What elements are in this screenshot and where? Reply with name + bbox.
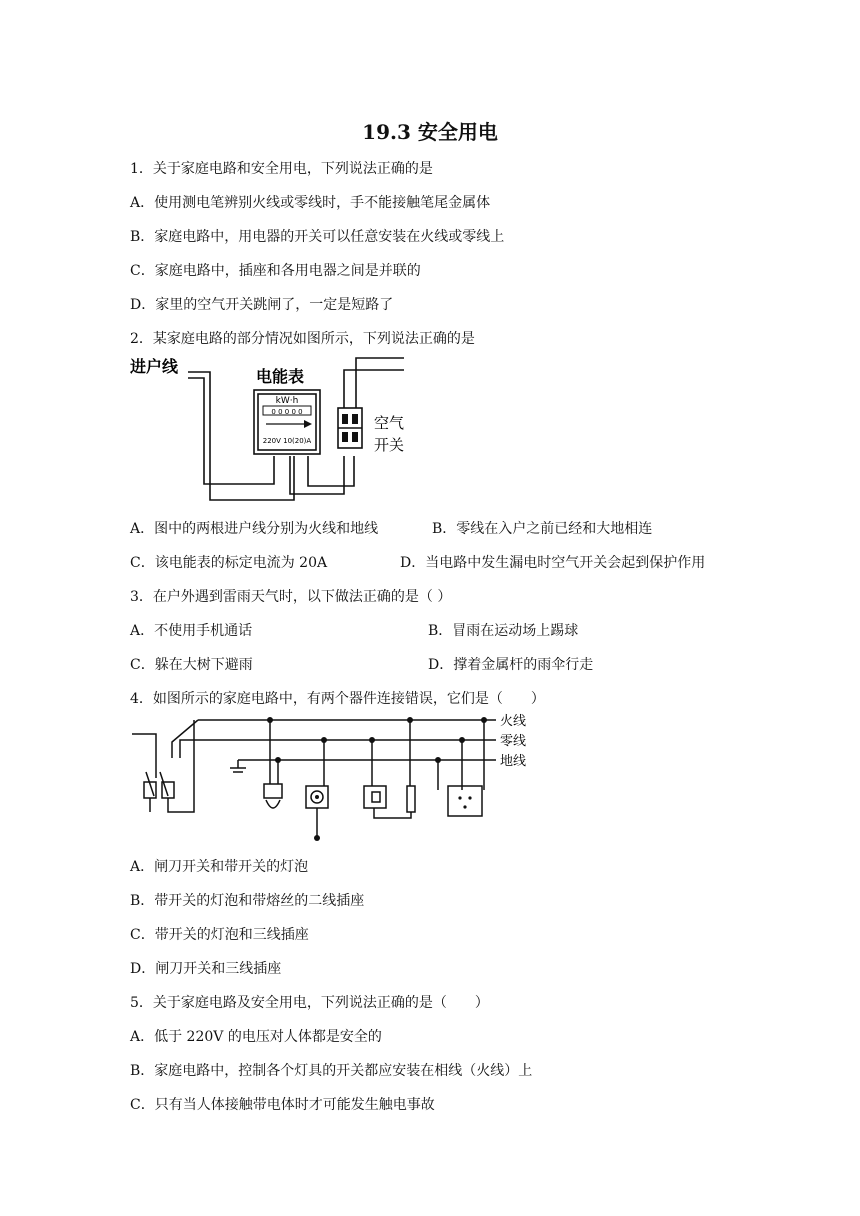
neutral-wire-label: 零线 bbox=[500, 734, 527, 749]
ground-wire-label: 地线 bbox=[500, 754, 527, 769]
q4-option-b: B．带开关的灯泡和带熔丝的二线插座 bbox=[130, 893, 365, 909]
q4-stem: 4．如图所示的家庭电路中，有两个器件连接错误，它们是（ ） bbox=[130, 691, 545, 707]
q4-option-c: C．带开关的灯泡和三线插座 bbox=[130, 927, 309, 943]
q2-option-c: C．该电能表的标定电流为 20A bbox=[130, 555, 328, 571]
switch-label-1: 空气 bbox=[374, 414, 405, 432]
q3-option-a: A．不使用手机通话 bbox=[130, 623, 253, 639]
q1-option-a: A．使用测电笔辨别火线或零线时，手不能接触笔尾金属体 bbox=[130, 195, 491, 211]
meter-unit: kW·h bbox=[275, 396, 299, 406]
q2-option-a: A．图中的两根进户线分别为火线和地线 bbox=[130, 521, 379, 537]
page-title: 19.3 安全用电 bbox=[362, 120, 498, 144]
q5-stem: 5．关于家庭电路及安全用电，下列说法正确的是（ ） bbox=[130, 995, 489, 1011]
q2-stem: 2．某家庭电路的部分情况如图所示，下列说法正确的是 bbox=[130, 331, 475, 347]
q5-option-c: C．只有当人体接触带电体时才可能发生触电事故 bbox=[130, 1097, 435, 1113]
q2-circuit-figure bbox=[126, 350, 406, 506]
q1-option-d: D．家里的空气开关跳闸了，一定是短路了 bbox=[130, 297, 394, 313]
q2-option-d: D．当电路中发生漏电时空气开关会起到保护作用 bbox=[400, 555, 706, 571]
q5-option-a: A．低于 220V 的电压对人体都是安全的 bbox=[130, 1029, 382, 1045]
meter-label: 电能表 bbox=[256, 367, 305, 386]
q5-option-b: B．家庭电路中，控制各个灯具的开关都应安装在相线（火线）上 bbox=[130, 1063, 533, 1079]
q1-option-c: C．家庭电路中，插座和各用电器之间是并联的 bbox=[130, 263, 421, 279]
switch-label-2: 开关 bbox=[374, 436, 405, 454]
q3-stem: 3．在户外遇到雷雨天气时，以下做法正确的是（ ） bbox=[130, 589, 452, 605]
meter-digits: 0 0 0 0 0 bbox=[271, 408, 303, 416]
q3-option-b: B．冒雨在运动场上踢球 bbox=[428, 623, 579, 639]
q2-option-b: B．零线在入户之前已经和大地相连 bbox=[432, 521, 653, 537]
q1-stem: 1．关于家庭电路和安全用电，下列说法正确的是 bbox=[130, 161, 433, 177]
q4-option-a: A．闸刀开关和带开关的灯泡 bbox=[130, 859, 309, 875]
inlet-label: 进户线 bbox=[130, 357, 179, 376]
meter-rating: 220V 10(20)A bbox=[262, 437, 312, 445]
q4-circuit-figure bbox=[128, 712, 538, 846]
q3-option-d: D．撑着金属杆的雨伞行走 bbox=[428, 657, 594, 673]
live-wire-label: 火线 bbox=[500, 714, 527, 729]
q4-option-d: D．闸刀开关和三线插座 bbox=[130, 961, 282, 977]
q1-option-b: B．家庭电路中，用电器的开关可以任意安装在火线或零线上 bbox=[130, 229, 505, 245]
q3-option-c: C．躲在大树下避雨 bbox=[130, 657, 253, 673]
